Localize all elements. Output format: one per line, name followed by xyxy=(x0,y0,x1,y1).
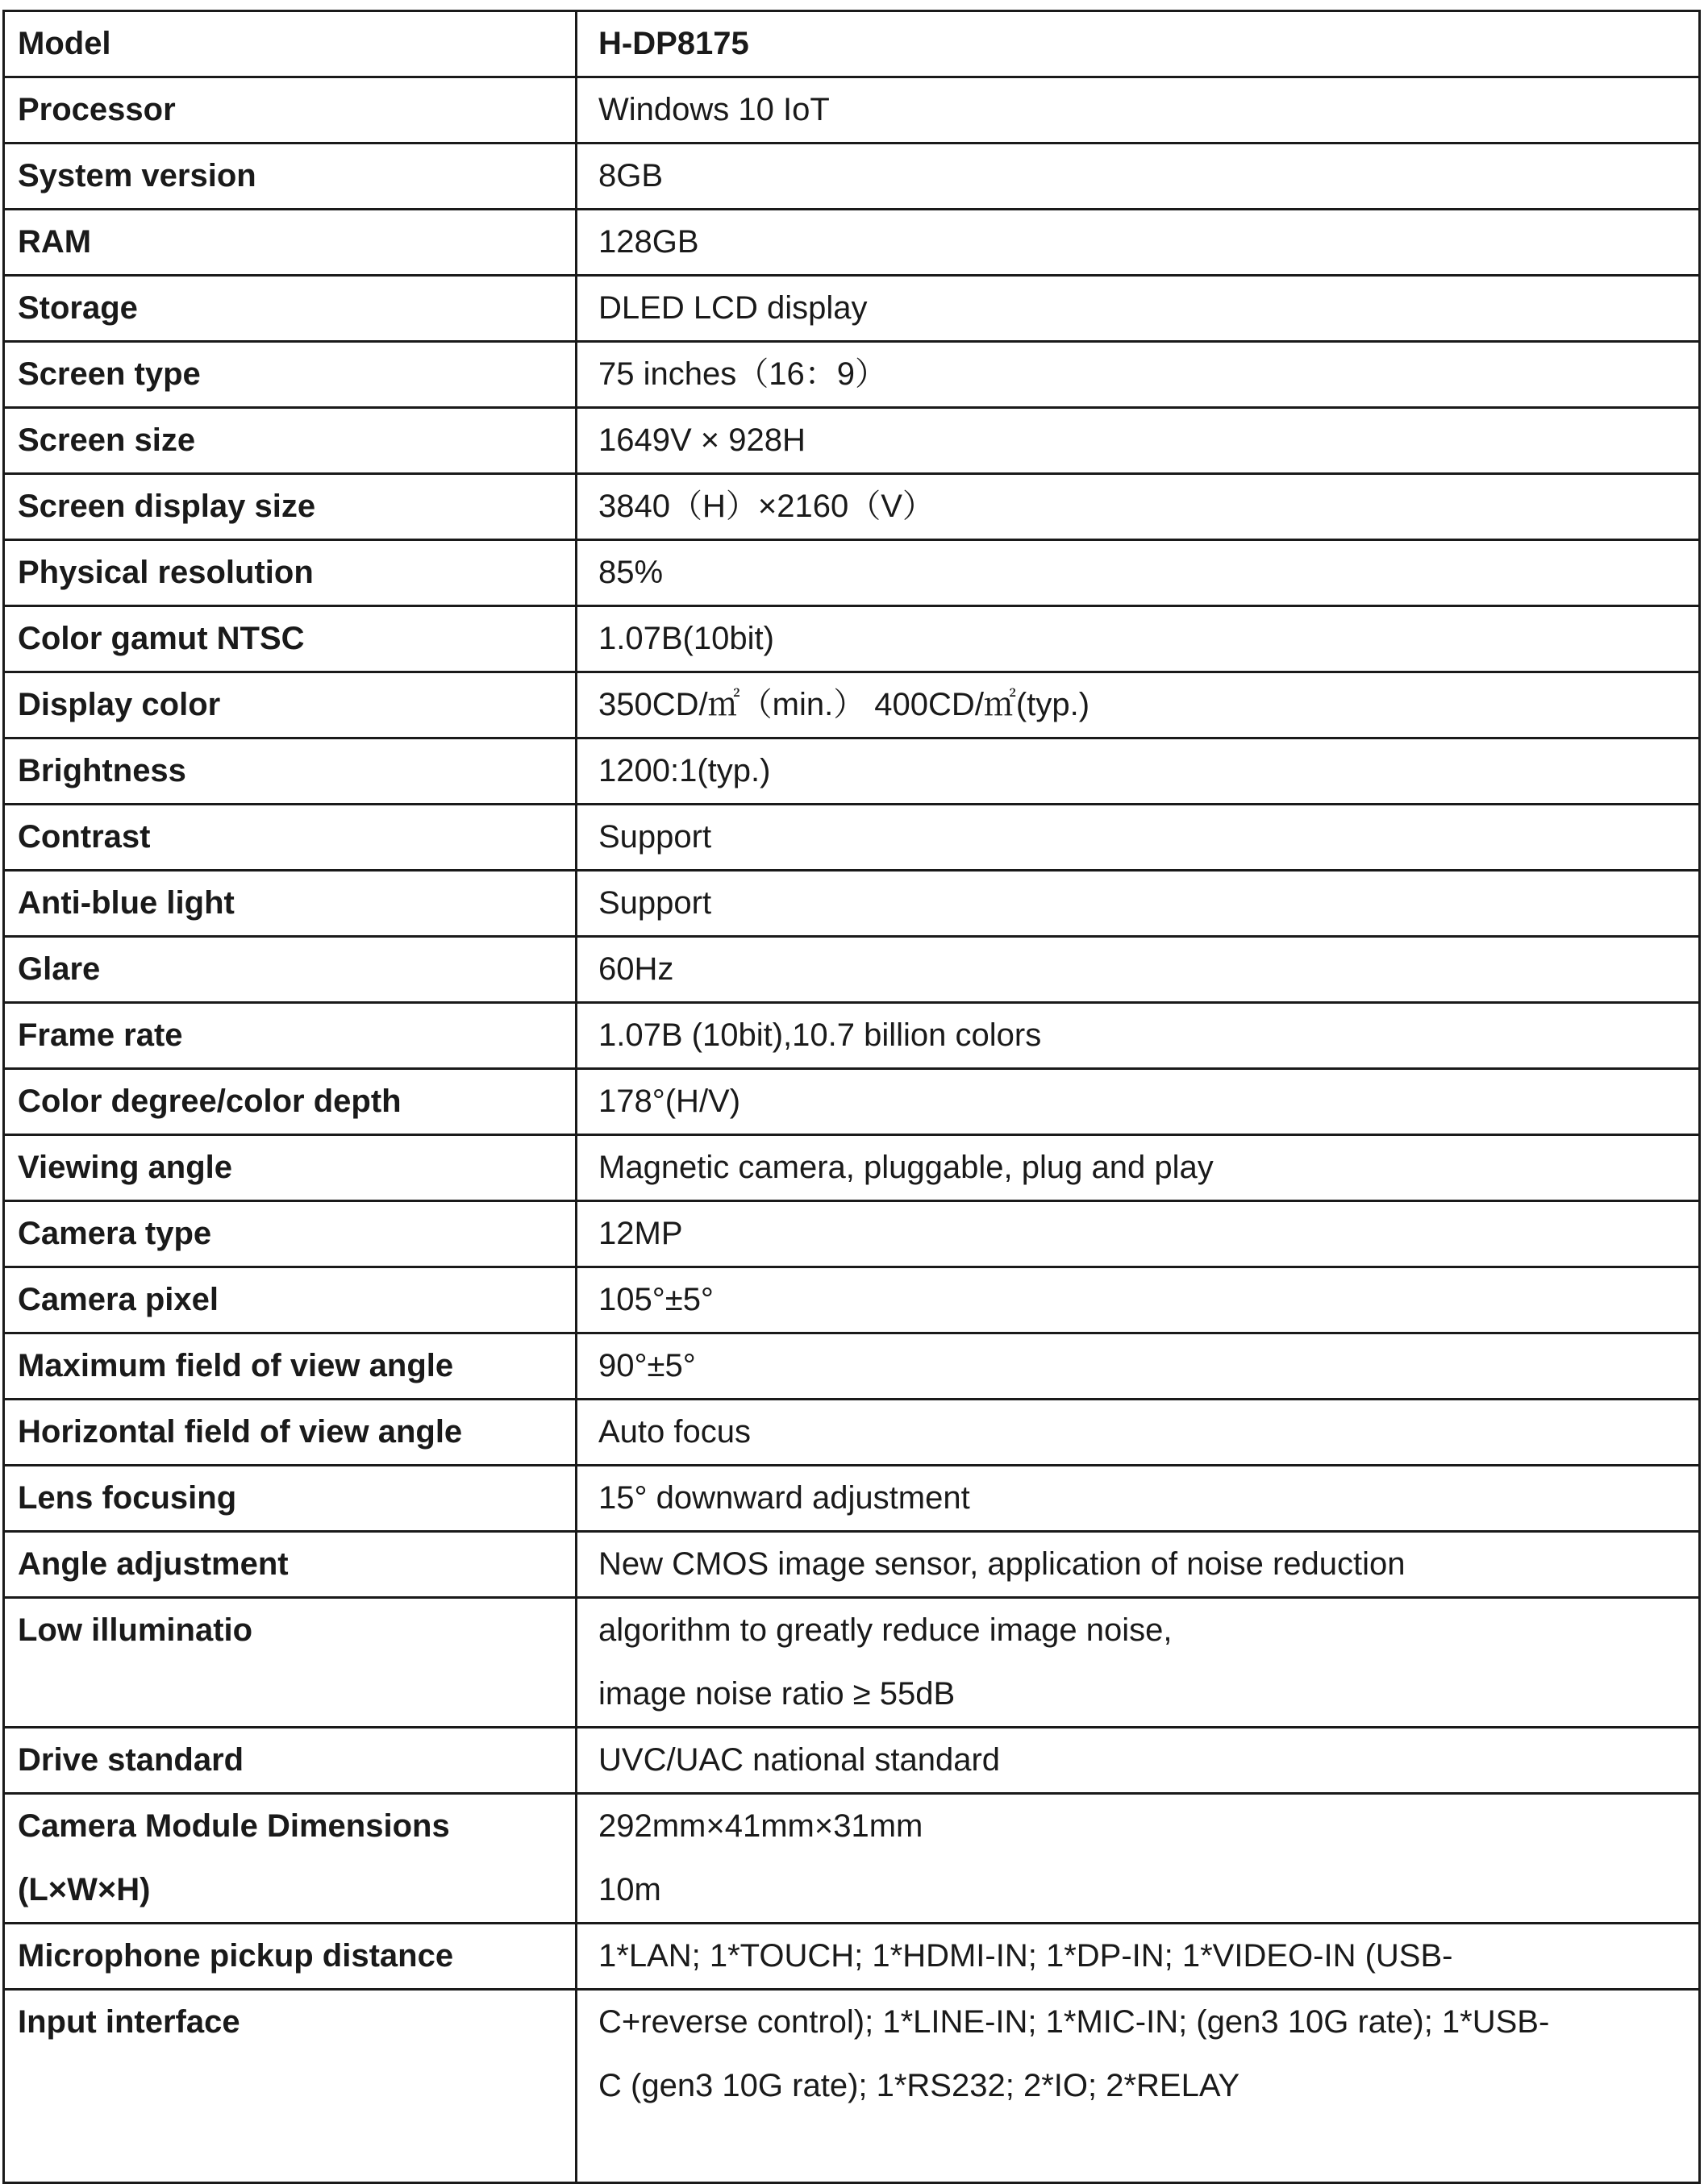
spec-value: 1200:1(typ.) xyxy=(598,753,771,788)
table-row xyxy=(4,1532,1700,1598)
spec-label-cell xyxy=(4,1333,577,1400)
spec-value-cell xyxy=(577,1267,1700,1333)
table-row xyxy=(4,1003,1700,1069)
spec-label-cell xyxy=(4,11,577,77)
spec-value: 1*LAN; 1*TOUCH; 1*HDMI-IN; 1*DP-IN; 1*VIDEO-IN (USB- xyxy=(598,1938,1453,1974)
table-row xyxy=(4,474,1700,540)
spec-label: Lens focusing xyxy=(18,1480,237,1516)
spec-value-cell xyxy=(577,474,1700,540)
spec-label xyxy=(18,2118,575,2182)
spec-label-cell xyxy=(4,871,577,937)
spec-value: 1649V × 928H xyxy=(598,422,806,458)
spec-value: C+reverse control); 1*LINE-IN; 1*MIC-IN; (gen3 10G rate); 1*USB- xyxy=(598,2004,1550,2040)
spec-label-cell xyxy=(4,1728,577,1794)
spec-label-cell xyxy=(4,474,577,540)
spec-value: 178°(H/V) xyxy=(598,1084,741,1119)
spec-label-cell xyxy=(4,1466,577,1532)
spec-label-cell xyxy=(4,144,577,210)
table-row xyxy=(4,1069,1700,1135)
spec-label: Storage xyxy=(18,290,138,326)
spec-label-cell xyxy=(4,342,577,408)
table-row xyxy=(4,672,1700,738)
spec-value-cell xyxy=(577,1003,1700,1069)
table-row xyxy=(4,1201,1700,1267)
spec-label-cell xyxy=(4,1598,577,1728)
spec-label: Color degree/color depth xyxy=(18,1084,402,1119)
spec-value-cell xyxy=(577,672,1700,738)
spec-value: DLED LCD display xyxy=(598,290,868,326)
spec-value-cell xyxy=(577,871,1700,937)
spec-label-cell xyxy=(4,210,577,276)
spec-value: 1.07B (10bit),10.7 billion colors xyxy=(598,1017,1042,1053)
table-row xyxy=(4,871,1700,937)
spec-value: New CMOS image sensor, application of noise reduction xyxy=(598,1546,1406,1582)
spec-label-cell xyxy=(4,937,577,1003)
spec-label-cell xyxy=(4,672,577,738)
spec-value-cell xyxy=(577,606,1700,672)
spec-value: 10m xyxy=(598,1872,661,1907)
spec-label-cell xyxy=(4,1135,577,1201)
spec-label: Screen size xyxy=(18,422,196,458)
spec-value: 1.07B(10bit) xyxy=(598,621,774,656)
spec-label: Camera type xyxy=(18,1216,212,1251)
spec-value: algorithm to greatly reduce image noise, xyxy=(598,1612,1173,1648)
table-row xyxy=(4,276,1700,342)
table-row xyxy=(4,11,1700,77)
spec-label-cell xyxy=(4,408,577,474)
spec-value: 128GB xyxy=(598,224,699,260)
spec-label-cell xyxy=(4,805,577,871)
spec-value-cell xyxy=(577,1598,1700,1728)
spec-table xyxy=(2,10,1701,2184)
spec-label: Input interface xyxy=(18,2004,240,2040)
spec-value: Magnetic camera, pluggable, plug and play xyxy=(598,1150,1214,1185)
spec-value: Support xyxy=(598,885,712,921)
spec-label-cell xyxy=(4,738,577,805)
spec-label-cell xyxy=(4,1532,577,1598)
spec-value-cell xyxy=(577,1924,1700,1990)
table-row xyxy=(4,1924,1700,1990)
spec-label: Processor xyxy=(18,92,176,127)
spec-value-cell xyxy=(577,408,1700,474)
table-row xyxy=(4,144,1700,210)
spec-label: Contrast xyxy=(18,819,151,855)
table-row xyxy=(4,937,1700,1003)
spec-label-cell xyxy=(4,1267,577,1333)
spec-value-cell xyxy=(577,1135,1700,1201)
spec-value xyxy=(598,2118,1698,2182)
spec-label-cell xyxy=(4,1794,577,1924)
table-row xyxy=(4,1400,1700,1466)
spec-value: 60Hz xyxy=(598,951,674,987)
spec-value: 350CD/㎡（min.） 400CD/㎡(typ.) xyxy=(598,687,1090,722)
table-row xyxy=(4,738,1700,805)
spec-value-cell xyxy=(577,1201,1700,1267)
spec-label: (L×W×H) xyxy=(18,1872,151,1907)
table-row xyxy=(4,1267,1700,1333)
spec-label: Viewing angle xyxy=(18,1150,232,1185)
spec-value-cell xyxy=(577,1990,1700,2183)
spec-value-cell xyxy=(577,1728,1700,1794)
spec-label: Camera pixel xyxy=(18,1282,219,1317)
spec-label: Physical resolution xyxy=(18,555,314,590)
table-row xyxy=(4,210,1700,276)
spec-value-cell xyxy=(577,210,1700,276)
spec-value-cell xyxy=(577,1333,1700,1400)
spec-label-cell xyxy=(4,1924,577,1990)
table-row xyxy=(4,1990,1700,2183)
spec-value: Auto focus xyxy=(598,1414,752,1450)
spec-label: Angle adjustment xyxy=(18,1546,289,1582)
spec-label: Brightness xyxy=(18,753,186,788)
table-row xyxy=(4,540,1700,606)
spec-value-cell xyxy=(577,77,1700,144)
spec-value-cell xyxy=(577,1400,1700,1466)
spec-value: 12MP xyxy=(598,1216,683,1251)
spec-label: Color gamut NTSC xyxy=(18,621,305,656)
spec-value: C (gen3 10G rate); 1*RS232; 2*IO; 2*RELAY xyxy=(598,2068,1240,2103)
spec-label: Glare xyxy=(18,951,101,987)
spec-label: Maximum field of view angle xyxy=(18,1348,454,1383)
spec-label-cell xyxy=(4,1201,577,1267)
spec-value: 8GB xyxy=(598,158,664,193)
spec-value: image noise ratio ≥ 55dB xyxy=(598,1676,956,1712)
spec-label: Drive standard xyxy=(18,1742,244,1778)
spec-value: 75 inches（16：9） xyxy=(598,356,887,392)
spec-label-cell xyxy=(4,606,577,672)
spec-value-cell xyxy=(577,1794,1700,1924)
spec-label: Screen display size xyxy=(18,489,316,524)
spec-label-cell xyxy=(4,540,577,606)
spec-value: 105°±5° xyxy=(598,1282,714,1317)
spec-value: 90°±5° xyxy=(598,1348,696,1383)
spec-label: Frame rate xyxy=(18,1017,183,1053)
spec-value-cell xyxy=(577,144,1700,210)
spec-label: Anti-blue light xyxy=(18,885,235,921)
spec-value: Support xyxy=(598,819,712,855)
spec-value-cell xyxy=(577,342,1700,408)
spec-value: 3840（H）×2160（V） xyxy=(598,489,935,524)
spec-value-cell xyxy=(577,1466,1700,1532)
table-row xyxy=(4,1333,1700,1400)
spec-value-cell xyxy=(577,805,1700,871)
spec-value-cell xyxy=(577,540,1700,606)
spec-label-cell xyxy=(4,1990,577,2183)
spec-label-cell xyxy=(4,1069,577,1135)
table-row xyxy=(4,1794,1700,1924)
table-row xyxy=(4,1135,1700,1201)
spec-value-cell xyxy=(577,1069,1700,1135)
table-row xyxy=(4,1728,1700,1794)
spec-value-cell xyxy=(577,937,1700,1003)
spec-label: Model xyxy=(18,26,111,61)
table-row xyxy=(4,606,1700,672)
spec-value-cell xyxy=(577,276,1700,342)
spec-value: 15° downward adjustment xyxy=(598,1480,970,1516)
spec-label: RAM xyxy=(18,224,92,260)
spec-label-cell xyxy=(4,1400,577,1466)
table-row xyxy=(4,77,1700,144)
spec-value: 292mm×41mm×31mm xyxy=(598,1808,923,1844)
spec-value: H-DP8175 xyxy=(598,26,749,61)
spec-value-cell xyxy=(577,11,1700,77)
spec-label: System version xyxy=(18,158,256,193)
table-row xyxy=(4,805,1700,871)
spec-value: Windows 10 IoT xyxy=(598,92,830,127)
spec-label-cell xyxy=(4,1003,577,1069)
spec-table-body xyxy=(4,11,1700,2183)
spec-label: Low illuminatio xyxy=(18,1612,253,1648)
spec-label: Display color xyxy=(18,687,221,722)
spec-value-cell xyxy=(577,738,1700,805)
spec-label: Microphone pickup distance xyxy=(18,1938,454,1974)
table-row xyxy=(4,1466,1700,1532)
spec-label: Horizontal field of view angle xyxy=(18,1414,463,1450)
table-row xyxy=(4,408,1700,474)
table-row xyxy=(4,342,1700,408)
spec-label-cell xyxy=(4,77,577,144)
table-row xyxy=(4,1598,1700,1728)
spec-value-cell xyxy=(577,1532,1700,1598)
spec-label: Screen type xyxy=(18,356,201,392)
spec-value: UVC/UAC national standard xyxy=(598,1742,1001,1778)
spec-label-cell xyxy=(4,276,577,342)
spec-label: Camera Module Dimensions xyxy=(18,1808,450,1844)
spec-label xyxy=(18,2054,575,2118)
spec-value: 85% xyxy=(598,555,664,590)
spec-label xyxy=(18,1662,575,1726)
